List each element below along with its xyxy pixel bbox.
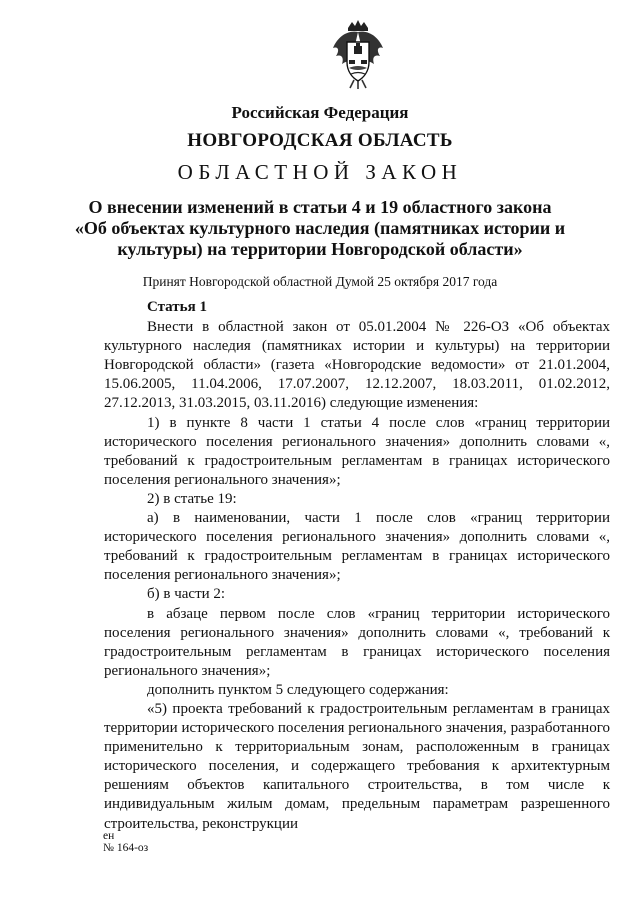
law-title-line: культуры) на территории Новгородской области»: [117, 239, 523, 259]
paragraph: 2) в статье 19:: [147, 490, 237, 507]
country-name: Российская Федерация: [231, 103, 409, 122]
paragraph: 1) в пункте 8 части 1 статьи 4 после слов «границ территории исторического поселения регионального значения» дополнить словами «, требований к градостроительным регламентам в границах исторического поселения регионального значения»;: [104, 414, 610, 488]
law-title-line: «Об объектах культурного наследия (памятниках истории и: [74, 218, 566, 238]
paragraph: Внести в областной закон от 05.01.2004 № 226-ОЗ «Об объектах культурного наследия (памятниках истории и культуры) на территории Новгородской области» (газета «Новгородские ведомости» от 21.01.2004, 15.06.2005, 11.04.2006, 17.07.2007, 12.12.2007, 18.03.2011, 01.02.2012, 27.12.2013, 31.03.2015, 03.11.2016) следующие изменения:: [104, 319, 610, 412]
paragraph: б) в части 2:: [147, 586, 226, 603]
law-body: [104, 298, 610, 834]
document-footer: [103, 830, 148, 854]
law-title: [0, 197, 640, 260]
law-title-line: О внесении изменений в статьи 4 и 19 областного закона: [88, 197, 552, 217]
paragraph: в абзаце первом после слов «границ территории исторического поселения регионального значения» дополнить словами «, требований к градостроительным регламентам в границах исторического поселения регионального значения»;: [104, 605, 610, 679]
region-name: НОВГОРОДСКАЯ ОБЛАСТЬ: [187, 130, 453, 151]
coat-of-arms-icon: [330, 18, 386, 90]
paragraph: «5) проекта требований к градостроительным регламентам в границах территории исторического поселения регионального значения, разработанного применительно к территориальным зонам, расположенным в границах исторического поселения, и содержащего требования к архитектурным решениям объектов капитального строительства, в том числе к индивидуальным жилым домам, предельным параметрам разрешенного строительства, реконструкции: [104, 700, 610, 832]
paragraph: дополнить пунктом 5 следующего содержания:: [147, 681, 449, 698]
executor-initials: ен: [103, 830, 115, 842]
law-number: № 164-оз: [103, 842, 149, 854]
adoption-note: Принят Новгородской областной Думой 25 октября 2017 года: [142, 274, 498, 289]
article-heading: Статья 1: [147, 299, 207, 315]
paragraph: а) в наименовании, части 1 после слов «границ территории исторического поселения регионального значения» дополнить словами «, требований к градостроительным регламентам в границах исторического поселения регионального значения»;: [104, 510, 610, 584]
document-kind: ОБЛАСТНОЙ ЗАКОН: [177, 160, 463, 184]
